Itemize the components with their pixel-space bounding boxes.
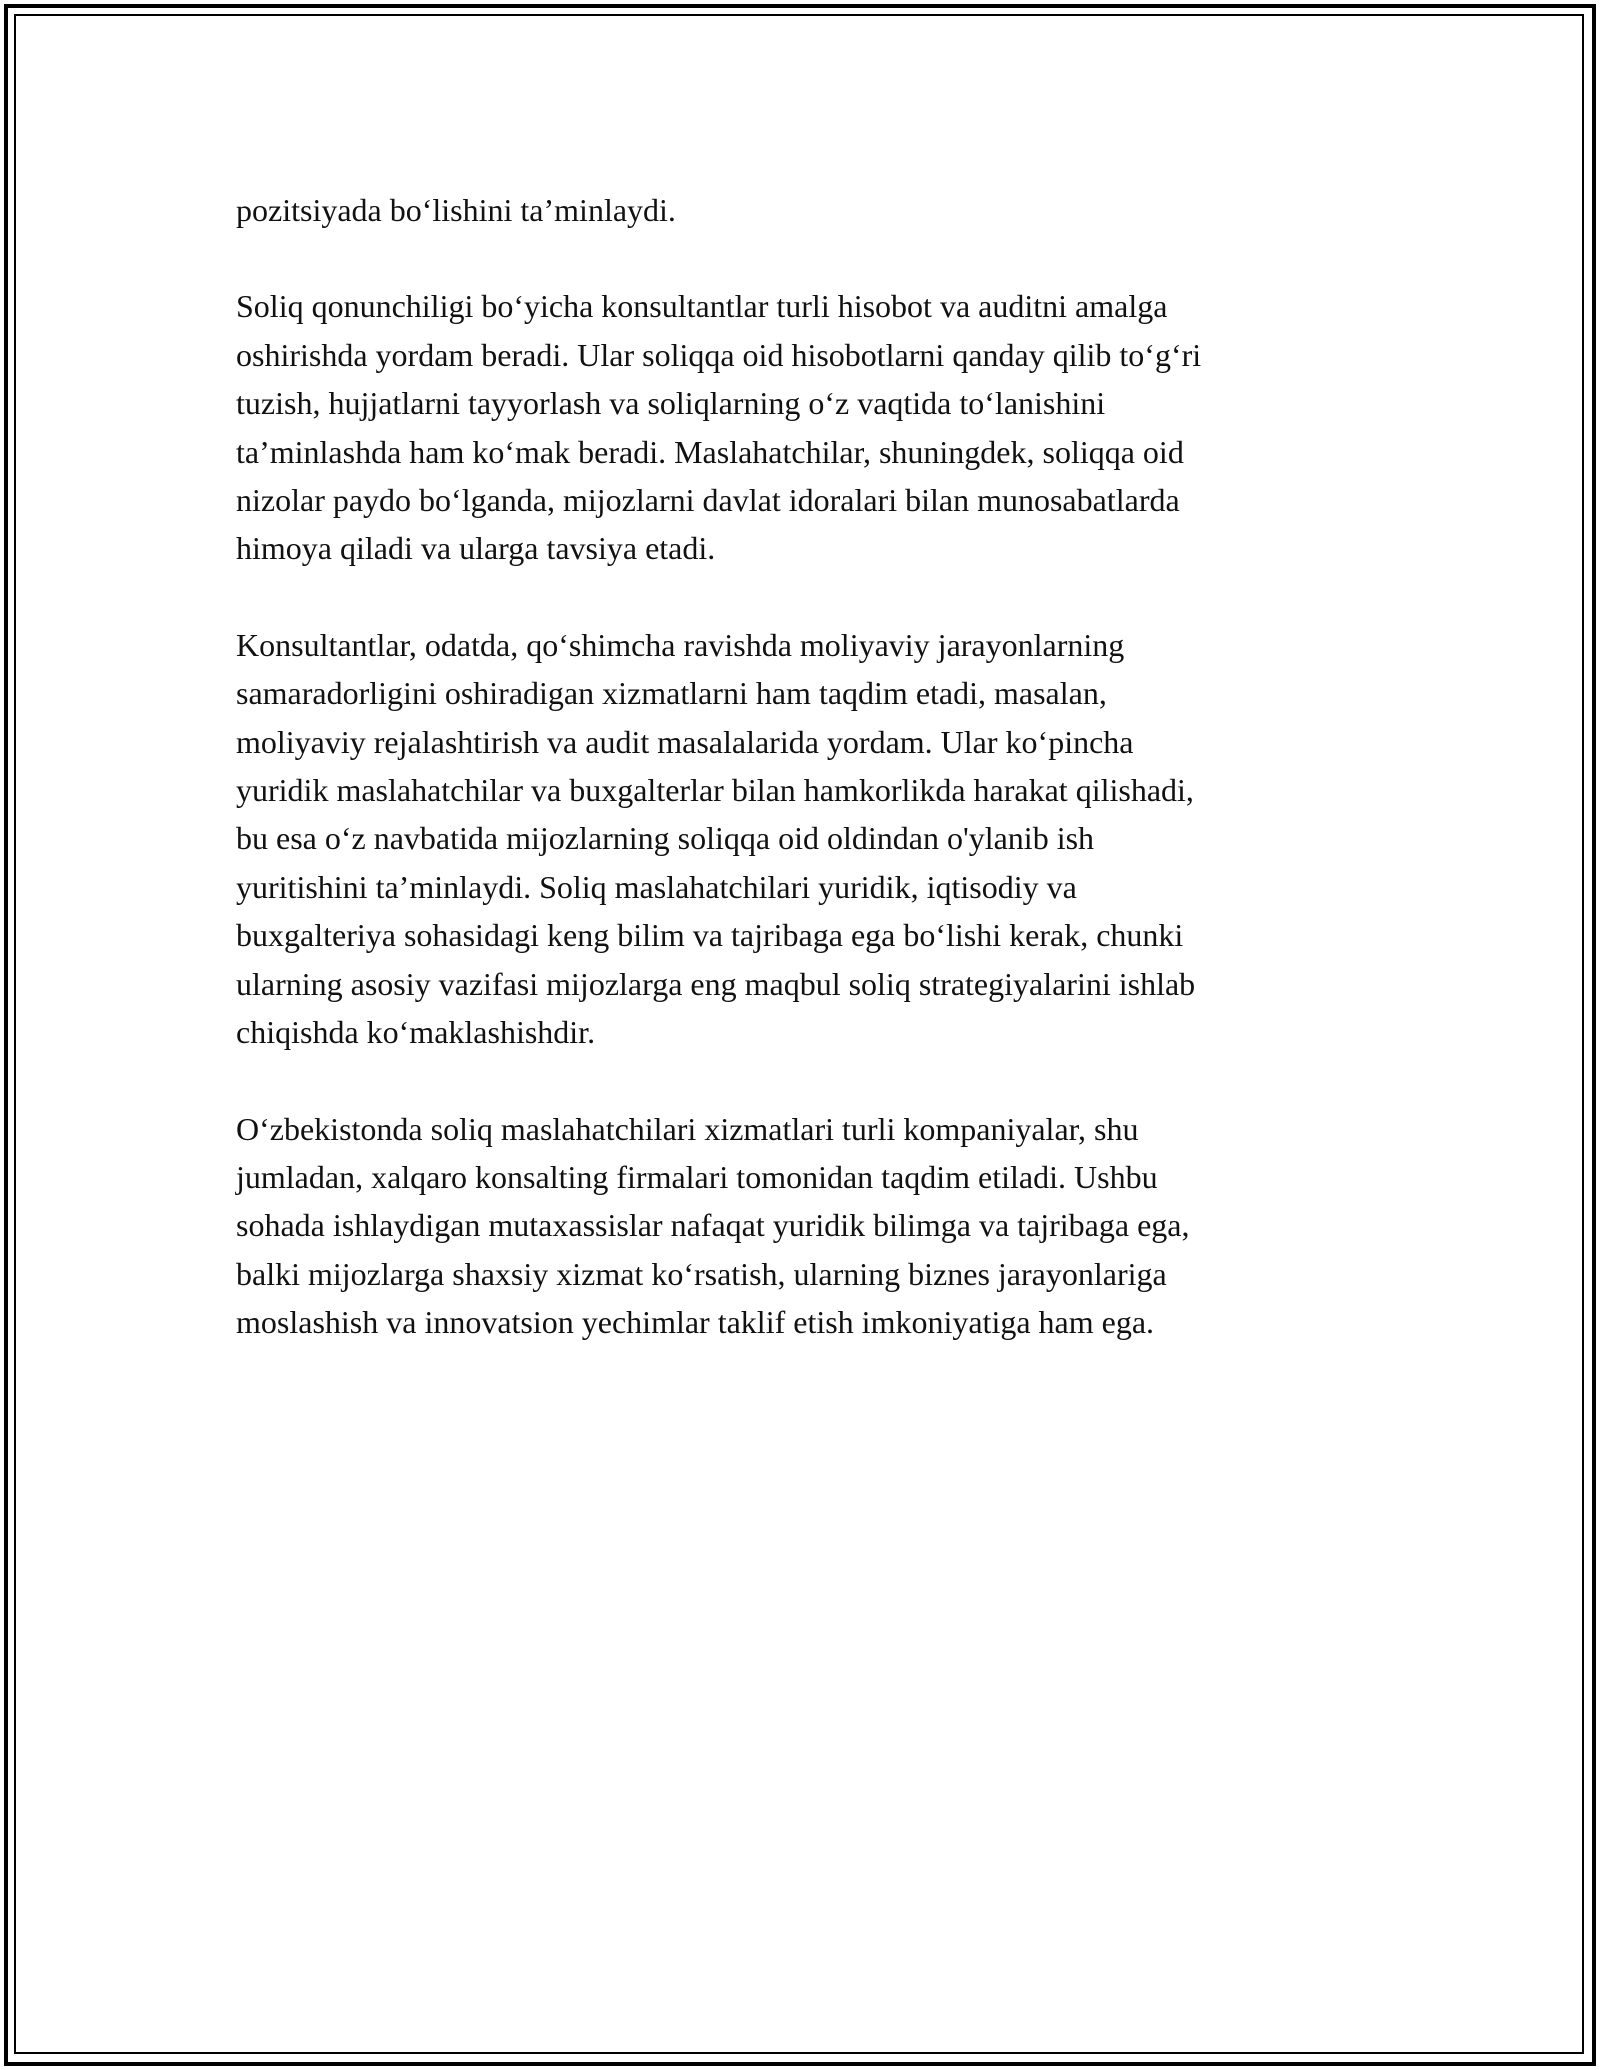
document-body [236, 186, 1346, 1395]
paragraph-tax-consultants-reporting: Soliq qonunchiligi bo‘yicha konsultantlar turli hisobot va auditni amalga oshirishda yordam beradi. Ular soliqqa oid hisobotlarni qanday qilib to‘g‘ri tuzish, hujjatlarni tayyorlash va soliqlarning o‘z vaqtida to‘lanishini ta’minlashda ham ko‘mak beradi. Maslahatchilar, shuningdek, soliqqa oid nizolar paydo bo‘lganda, mijozlarni davlat idoralari bilan munosabatlarda himoya qiladi va ularga tavsiya etadi. [236, 288, 1202, 567]
paragraph-uzbekistan-services: O‘zbekistonda soliq maslahatchilari xizmatlari turli kompaniyalar, shu jumladan, xalqaro konsalting firmalari tomonidan taqdim etiladi. Ushbu sohada ishlaydigan mutaxassislar nafaqat yuridik bilimga va tajribaga ega, balki mijozlarga shaxsiy xizmat ko‘rsatish, ularning biznes jarayonlariga moslashish va innovatsion yechimlar taklif etish imkoniyatiga ham ega. [236, 1110, 1190, 1341]
paragraph-consultants-services: Konsultantlar, odatda, qo‘shimcha ravishda moliyaviy jarayonlarning samaradorligini oshiradigan xizmatlarni ham taqdim etadi, masalan, moliyaviy rejalashtirish va audit masalalarida yordam. Ular ko‘pincha yuridik maslahatchilar va buxgalterlar bilan hamkorlikda harakat qilishadi, bu esa o‘z navbatida mijozlarning soliqqa oid oldindan o'ylanib ish yuritishini ta’minlaydi. Soliq maslahatchilari yuridik, iqtisodiy va buxgalteriya sohasidagi keng bilim va tajribaga ega bo‘lishi kerak, chunki ularning asosiy vazifasi mijozlarga eng maqbul soliq strategiyalarini ishlab chiqishda ko‘maklashishdir. [236, 626, 1196, 1051]
paragraph-continuation: pozitsiyada bo‘lishini ta’minlaydi. [236, 192, 676, 228]
